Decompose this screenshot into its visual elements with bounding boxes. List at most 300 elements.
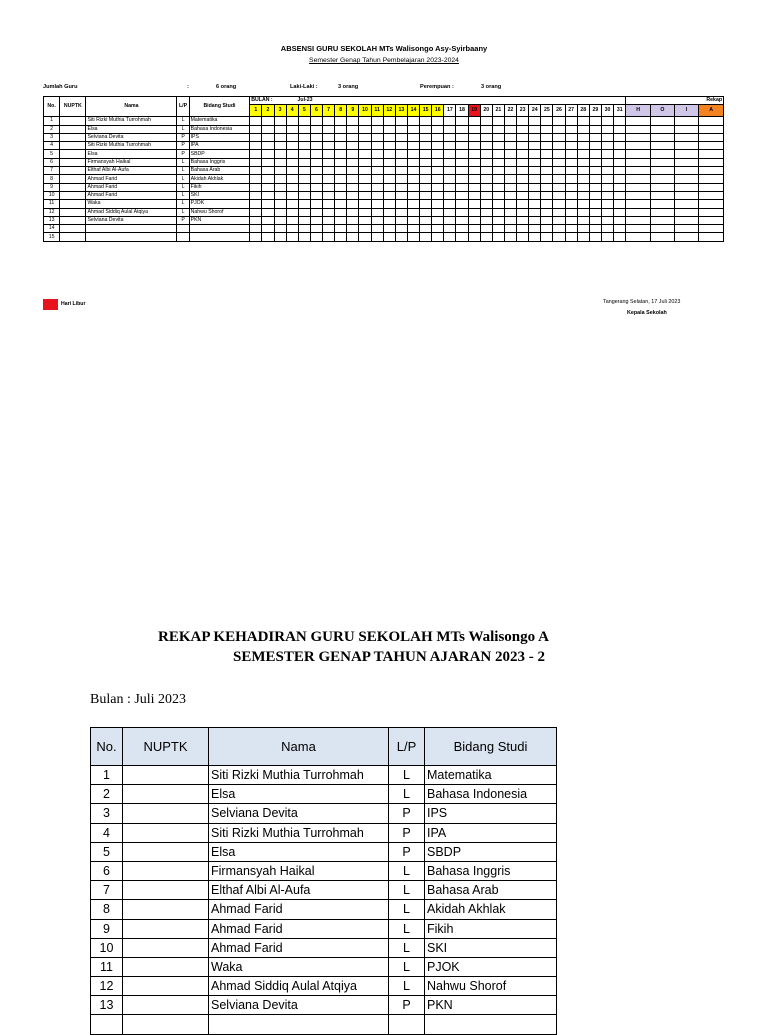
- attendance-cell: [541, 175, 553, 183]
- attendance-cell: [395, 142, 407, 150]
- attendance-cell: [601, 167, 613, 175]
- attendance-cell: [371, 150, 383, 158]
- attendance-cell: [420, 225, 432, 233]
- attendance-cell: [577, 225, 589, 233]
- attendance-cell: [699, 158, 724, 166]
- attendance-cell: [323, 117, 335, 125]
- attendance-cell: [674, 225, 698, 233]
- attendance-cell: [298, 167, 310, 175]
- table-row: [44, 158, 724, 166]
- attendance-cell: [504, 225, 516, 233]
- attendance-cell: [323, 216, 335, 224]
- recap-cell-nama: Elthaf Albi Al-Aufa: [209, 881, 389, 900]
- attendance-cell: [565, 225, 577, 233]
- recap-cell-lp: L: [389, 861, 425, 880]
- attendance-cell: [250, 125, 262, 133]
- attendance-cell: [614, 191, 626, 199]
- table-row: [44, 167, 724, 175]
- table-row: [44, 133, 724, 141]
- attendance-cell: [601, 216, 613, 224]
- attendance-cell: [626, 175, 650, 183]
- recap-cell-lp: L: [389, 977, 425, 996]
- recap-cell-bidang: [425, 1015, 557, 1034]
- cell-nuptk: [60, 117, 86, 125]
- attendance-cell: [407, 125, 419, 133]
- recap-cell-lp: P: [389, 842, 425, 861]
- attendance-cell: [420, 208, 432, 216]
- attendance-cell: [407, 216, 419, 224]
- recap-cell-nama: [209, 1015, 389, 1034]
- day-header: 1: [250, 105, 262, 117]
- attendance-cell: [480, 125, 492, 133]
- recap-cell-no: 10: [91, 938, 123, 957]
- recap-cell-bidang: Nahwu Shorof: [425, 977, 557, 996]
- attendance-cell: [250, 225, 262, 233]
- attendance-cell: [456, 216, 468, 224]
- attendance-cell: [650, 183, 674, 191]
- attendance-cell: [395, 208, 407, 216]
- attendance-cell: [456, 133, 468, 141]
- attendance-cell: [335, 225, 347, 233]
- attendance-cell: [577, 191, 589, 199]
- attendance-cell: [553, 142, 565, 150]
- attendance-cell: [492, 225, 504, 233]
- attendance-cell: [517, 200, 529, 208]
- attendance-cell: [468, 167, 480, 175]
- attendance-cell: [298, 158, 310, 166]
- attendance-cell: [504, 208, 516, 216]
- cell-no: 3: [44, 133, 60, 141]
- attendance-cell: [420, 233, 432, 241]
- attendance-cell: [553, 216, 565, 224]
- attendance-cell: [541, 117, 553, 125]
- attendance-cell: [480, 150, 492, 158]
- attendance-cell: [541, 191, 553, 199]
- attendance-cell: [262, 150, 274, 158]
- recap-cell-nuptk: [123, 766, 209, 785]
- recap-cell-lp: L: [389, 900, 425, 919]
- attendance-cell: [432, 225, 444, 233]
- attendance-cell: [565, 183, 577, 191]
- signer-title: Kepala Sekolah: [627, 310, 667, 316]
- recap-cell-nuptk: [123, 919, 209, 938]
- attendance-cell: [383, 133, 395, 141]
- attendance-cell: [286, 233, 298, 241]
- attendance-cell: [601, 233, 613, 241]
- attendance-cell: [298, 200, 310, 208]
- attendance-cell: [553, 125, 565, 133]
- table-row: [91, 1015, 557, 1034]
- day-header: 22: [504, 105, 516, 117]
- attendance-cell: [359, 158, 371, 166]
- attendance-cell: [298, 233, 310, 241]
- attendance-cell: [565, 175, 577, 183]
- table-row: [44, 225, 724, 233]
- attendance-cell: [601, 142, 613, 150]
- attendance-cell: [577, 142, 589, 150]
- attendance-cell: [699, 117, 724, 125]
- day-header: 9: [347, 105, 359, 117]
- recap-cell-bidang: IPS: [425, 804, 557, 823]
- attendance-cell: [323, 158, 335, 166]
- attendance-cell: [614, 125, 626, 133]
- attendance-cell: [359, 183, 371, 191]
- attendance-cell: [298, 191, 310, 199]
- attendance-cell: [335, 158, 347, 166]
- attendance-cell: [347, 125, 359, 133]
- recap-cell-no: 1: [91, 766, 123, 785]
- attendance-cell: [553, 117, 565, 125]
- attendance-cell: [504, 175, 516, 183]
- attendance-cell: [274, 175, 286, 183]
- attendance-cell: [626, 150, 650, 158]
- attendance-cell: [420, 125, 432, 133]
- attendance-cell: [371, 183, 383, 191]
- table-row: [44, 191, 724, 199]
- attendance-cell: [359, 208, 371, 216]
- attendance-cell: [286, 216, 298, 224]
- attendance-cell: [626, 142, 650, 150]
- recap-cell-no: 11: [91, 957, 123, 976]
- recap-cell-nama: Ahmad Farid: [209, 900, 389, 919]
- rekap-col-header: I: [674, 105, 698, 117]
- attendance-cell: [310, 167, 322, 175]
- recap-cell-lp: P: [389, 804, 425, 823]
- table-row: [44, 233, 724, 241]
- attendance-cell: [553, 200, 565, 208]
- attendance-cell: [383, 183, 395, 191]
- attendance-cell: [420, 150, 432, 158]
- attendance-cell: [565, 200, 577, 208]
- recap-cell-nama: Ahmad Siddiq Aulal Atqiya: [209, 977, 389, 996]
- cell-nama: Elsa: [86, 125, 177, 133]
- attendance-cell: [674, 233, 698, 241]
- cell-nuptk: [60, 125, 86, 133]
- cell-lp: P: [177, 216, 189, 224]
- attendance-cell: [444, 183, 456, 191]
- attendance-cell: [250, 142, 262, 150]
- recap-cell-nama: Selviana Devita: [209, 996, 389, 1015]
- attendance-cell: [298, 225, 310, 233]
- attendance-cell: [298, 133, 310, 141]
- table-row: [91, 881, 557, 900]
- recap-cell-no: 9: [91, 919, 123, 938]
- attendance-cell: [650, 150, 674, 158]
- attendance-cell: [323, 133, 335, 141]
- attendance-cell: [529, 158, 541, 166]
- cell-no: 7: [44, 167, 60, 175]
- cell-bidang: Nahwu Shorof: [189, 208, 250, 216]
- attendance-cell: [432, 208, 444, 216]
- attendance-cell: [371, 191, 383, 199]
- cell-nama: Selviana Devita: [86, 216, 177, 224]
- attendance-cell: [517, 125, 529, 133]
- attendance-cell: [699, 233, 724, 241]
- attendance-cell: [383, 216, 395, 224]
- attendance-cell: [614, 117, 626, 125]
- attendance-cell: [541, 125, 553, 133]
- attendance-cell: [492, 158, 504, 166]
- day-header: 26: [553, 105, 565, 117]
- recap-cell-lp: [389, 1015, 425, 1034]
- attendance-cell: [274, 142, 286, 150]
- attendance-cell: [674, 216, 698, 224]
- attendance-cell: [699, 175, 724, 183]
- attendance-cell: [420, 191, 432, 199]
- attendance-cell: [565, 117, 577, 125]
- attendance-cell: [432, 150, 444, 158]
- attendance-cell: [286, 125, 298, 133]
- attendance-cell: [577, 208, 589, 216]
- cell-nama: Selviana Devita: [86, 133, 177, 141]
- attendance-cell: [541, 150, 553, 158]
- attendance-cell: [371, 200, 383, 208]
- cell-nuptk: [60, 175, 86, 183]
- attendance-cell: [589, 175, 601, 183]
- cell-nuptk: [60, 158, 86, 166]
- attendance-cell: [432, 142, 444, 150]
- attendance-cell: [274, 150, 286, 158]
- attendance-cell: [407, 225, 419, 233]
- cell-nuptk: [60, 216, 86, 224]
- table-row: [91, 804, 557, 823]
- recap-col-no-header: No.: [91, 728, 123, 766]
- attendance-cell: [504, 191, 516, 199]
- attendance-cell: [480, 225, 492, 233]
- cell-lp: L: [177, 125, 189, 133]
- recap-cell-no: 3: [91, 804, 123, 823]
- recap-cell-bidang: Fikih: [425, 919, 557, 938]
- attendance-cell: [298, 175, 310, 183]
- attendance-cell: [589, 200, 601, 208]
- attendance-cell: [529, 150, 541, 158]
- attendance-cell: [529, 167, 541, 175]
- attendance-cell: [650, 133, 674, 141]
- attendance-cell: [310, 183, 322, 191]
- attendance-cell: [383, 208, 395, 216]
- perempuan-value: 3 orang: [481, 84, 502, 90]
- attendance-cell: [456, 200, 468, 208]
- recap-cell-bidang: PJOK: [425, 957, 557, 976]
- attendance-cell: [323, 125, 335, 133]
- cell-lp: P: [177, 142, 189, 150]
- attendance-cell: [626, 117, 650, 125]
- attendance-cell: [274, 208, 286, 216]
- attendance-cell: [432, 175, 444, 183]
- attendance-cell: [492, 150, 504, 158]
- attendance-cell: [626, 216, 650, 224]
- rekap-header: Rekap: [626, 97, 724, 105]
- attendance-cell: [674, 183, 698, 191]
- attendance-cell: [589, 158, 601, 166]
- attendance-cell: [262, 216, 274, 224]
- day-header: 10: [359, 105, 371, 117]
- attendance-cell: [371, 175, 383, 183]
- table-row: [91, 957, 557, 976]
- attendance-cell: [420, 183, 432, 191]
- attendance-cell: [650, 225, 674, 233]
- recap-cell-no: 2: [91, 785, 123, 804]
- attendance-cell: [250, 175, 262, 183]
- attendance-cell: [480, 175, 492, 183]
- attendance-cell: [650, 216, 674, 224]
- cell-bidang: Matematika: [189, 117, 250, 125]
- attendance-cell: [529, 175, 541, 183]
- attendance-cell: [262, 233, 274, 241]
- recap-cell-nuptk: [123, 804, 209, 823]
- attendance-cell: [541, 208, 553, 216]
- attendance-cell: [699, 125, 724, 133]
- table-row: [91, 861, 557, 880]
- attendance-cell: [310, 125, 322, 133]
- attendance-cell: [262, 200, 274, 208]
- attendance-cell: [286, 150, 298, 158]
- attendance-cell: [517, 208, 529, 216]
- attendance-cell: [517, 117, 529, 125]
- attendance-cell: [347, 142, 359, 150]
- attendance-cell: [420, 117, 432, 125]
- recap-cell-nuptk: [123, 785, 209, 804]
- table-row: [91, 785, 557, 804]
- attendance-cell: [589, 191, 601, 199]
- attendance-cell: [432, 191, 444, 199]
- attendance-cell: [274, 117, 286, 125]
- attendance-cell: [250, 216, 262, 224]
- attendance-cell: [347, 233, 359, 241]
- cell-nuptk: [60, 150, 86, 158]
- cell-nama: [86, 233, 177, 241]
- attendance-cell: [492, 117, 504, 125]
- attendance-cell: [529, 191, 541, 199]
- attendance-cell: [420, 142, 432, 150]
- attendance-cell: [504, 158, 516, 166]
- recap-cell-nama: Siti Rizki Muthia Turrohmah: [209, 823, 389, 842]
- attendance-cell: [359, 167, 371, 175]
- recap-table: [90, 727, 557, 1035]
- attendance-cell: [407, 191, 419, 199]
- attendance-cell: [674, 200, 698, 208]
- attendance-cell: [371, 117, 383, 125]
- cell-bidang: SBDP: [189, 150, 250, 158]
- recap-cell-nama: Waka: [209, 957, 389, 976]
- col-no-header: No.: [44, 97, 60, 117]
- recap-cell-bidang: Matematika: [425, 766, 557, 785]
- recap-cell-nuptk: [123, 823, 209, 842]
- attendance-cell: [286, 117, 298, 125]
- attendance-cell: [650, 200, 674, 208]
- recap-cell-lp: P: [389, 996, 425, 1015]
- table-row: [44, 175, 724, 183]
- attendance-cell: [480, 117, 492, 125]
- attendance-cell: [395, 158, 407, 166]
- attendance-cell: [359, 125, 371, 133]
- attendance-cell: [323, 225, 335, 233]
- attendance-cell: [335, 216, 347, 224]
- attendance-cell: [456, 183, 468, 191]
- recap-cell-nuptk: [123, 977, 209, 996]
- attendance-cell: [420, 167, 432, 175]
- attendance-cell: [456, 167, 468, 175]
- attendance-cell: [601, 183, 613, 191]
- cell-nama: Waka: [86, 200, 177, 208]
- attendance-cell: [250, 208, 262, 216]
- attendance-cell: [577, 183, 589, 191]
- attendance-cell: [432, 117, 444, 125]
- attendance-cell: [577, 125, 589, 133]
- recap-cell-no: 6: [91, 861, 123, 880]
- cell-no: 9: [44, 183, 60, 191]
- attendance-cell: [359, 200, 371, 208]
- cell-no: 13: [44, 216, 60, 224]
- recap-cell-lp: L: [389, 881, 425, 900]
- attendance-cell: [626, 208, 650, 216]
- attendance-cell: [335, 142, 347, 150]
- attendance-cell: [589, 183, 601, 191]
- attendance-cell: [626, 225, 650, 233]
- attendance-cell: [492, 125, 504, 133]
- attendance-cell: [541, 200, 553, 208]
- attendance-cell: [347, 133, 359, 141]
- attendance-cell: [407, 233, 419, 241]
- attendance-cell: [699, 150, 724, 158]
- attendance-cell: [407, 150, 419, 158]
- attendance-cell: [601, 117, 613, 125]
- attendance-cell: [262, 208, 274, 216]
- day-header: 4: [286, 105, 298, 117]
- attendance-cell: [323, 142, 335, 150]
- attendance-cell: [420, 216, 432, 224]
- attendance-cell: [274, 191, 286, 199]
- cell-bidang: PKN: [189, 216, 250, 224]
- cell-lp: L: [177, 167, 189, 175]
- col-nuptk-header: NUPTK: [60, 97, 86, 117]
- attendance-cell: [529, 208, 541, 216]
- attendance-cell: [335, 125, 347, 133]
- attendance-cell: [553, 208, 565, 216]
- attendance-cell: [395, 233, 407, 241]
- recap-cell-bidang: IPA: [425, 823, 557, 842]
- attendance-cell: [420, 133, 432, 141]
- attendance-cell: [310, 208, 322, 216]
- attendance-cell: [565, 233, 577, 241]
- attendance-cell: [468, 142, 480, 150]
- attendance-cell: [323, 200, 335, 208]
- attendance-cell: [674, 175, 698, 183]
- attendance-cell: [262, 133, 274, 141]
- attendance-cell: [335, 167, 347, 175]
- attendance-cell: [323, 191, 335, 199]
- attendance-cell: [371, 158, 383, 166]
- attendance-cell: [310, 142, 322, 150]
- attendance-cell: [699, 208, 724, 216]
- attendance-cell: [371, 233, 383, 241]
- cell-nama: Firmansyah Haikal: [86, 158, 177, 166]
- holiday-legend-swatch: [43, 299, 58, 310]
- cell-no: 12: [44, 208, 60, 216]
- attendance-cell: [577, 216, 589, 224]
- recap-cell-bidang: Bahasa Arab: [425, 881, 557, 900]
- cell-lp: L: [177, 200, 189, 208]
- attendance-cell: [407, 175, 419, 183]
- attendance-cell: [650, 208, 674, 216]
- attendance-cell: [310, 191, 322, 199]
- attendance-cell: [274, 133, 286, 141]
- recap-cell-lp: L: [389, 919, 425, 938]
- attendance-cell: [480, 158, 492, 166]
- attendance-cell: [323, 175, 335, 183]
- jumlah-guru-value: 6 orang: [216, 84, 237, 90]
- attendance-cell: [601, 158, 613, 166]
